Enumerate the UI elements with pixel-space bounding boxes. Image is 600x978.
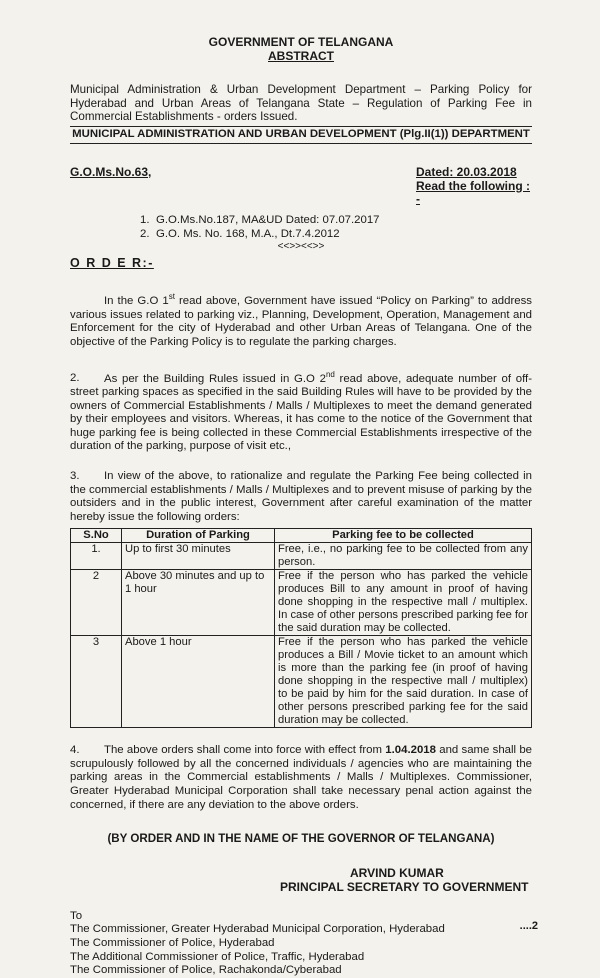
header-duration: Duration of Parking [122,529,275,543]
row-duration: Above 1 hour [122,636,275,728]
row-fee: Free if the person who has parked the vehicle produces a Bill / Movie ticket to an amount which is more than the parking fee (in proof of having done shopping in the respective mall / multiplex) to be paid by him for the said duration. In case of other persons prescribed parking fee for the said duration may be collected. [275,636,532,728]
row-fee: Free if the person who has parked the vehicle produces Bill to any amount in proof of having done shopping in the respective mall / multiplex. In case of other persons prescribed parking fee for the said duration may be collected. [275,570,532,636]
recipient-item: The Commissioner of Police, Rachakonda/Cyberabad [70,964,342,977]
signatory-name: ARVIND KUMAR [350,865,444,880]
department-line: MUNICIPAL ADMINISTRATION AND URBAN DEVELOPMENT (Plg.II(1)) DEPARTMENT [70,126,532,144]
subject-text: Municipal Administration & Urban Development Department – Parking Policy for Hyderabad and Urban Areas of Telangana State – Regulation of Parking Fee in Commercial Establishments - orders Issued. [70,83,532,123]
read-following: Read the following : - [416,178,530,207]
dated: Dated: 20.03.2018 [416,165,517,179]
order-heading: O R D E R:- [70,255,154,270]
go-number-row [70,166,532,207]
recipient-item: The Commissioner of Police, Hyderabad [70,937,275,950]
row-fee: Free, i.e., no parking fee to be collected from any person. [275,543,532,570]
paragraph-2: 2. As per the Building Rules issued in G.O 2nd read above, adequate number of off-street parking spaces as specified in the said Building Rules will have to be provided by the owners of Commercial Establishments / Malls / Multiplexes to meet the demand generated by their employees and visitors. Whereas, it has come to the notice of the Government that huge parking fee is being collected in these Commercial Establishments irrespective of the duration of the parking, purpose of visit etc., [70,369,532,453]
effective-date: 1.04.2018 [385,744,436,757]
row-sno: 1. [71,543,122,570]
row-sno: 3 [71,636,122,728]
paragraph-3: 3. In view of the above, to rationalize and regulate the Parking Fee being collected in the commercial establishments / Malls / Multiplexes and to prevent misuse of parking by the outsiders and in the public interest, Government after careful examination of the matter hereby issue the following orders: [70,469,532,523]
header-fee: Parking fee to be collected [275,529,532,543]
recipient-item: The Additional Commissioner of Police, Traffic, Hyderabad [70,950,365,963]
government-title: GOVERNMENT OF TELANGANA [208,35,394,49]
recipient-item: The Commissioner, Greater Hyderabad Municipal Corporation, Hyderabad [70,923,445,936]
go-number: G.O.Ms.No.63, [70,165,152,179]
abstract-title: ABSTRACT [268,48,334,63]
reference-item: 1. G.O.Ms.No.187, MA&UD Dated: 07.07.2017 [140,213,380,226]
separator: <<>><<>> [277,240,325,252]
page-marker: ....2 [519,920,538,932]
signature-block [280,866,532,894]
row-sno: 2 [71,570,122,636]
reference-item: 2. G.O. Ms. No. 168, M.A., Dt.7.4.2012 [140,227,340,240]
to-label: To [70,909,83,922]
signatory-title: PRINCIPAL SECRETARY TO GOVERNMENT [280,879,529,894]
header-sno: S.No [71,529,122,543]
table-header-row [71,529,532,543]
row-duration: Above 30 minutes and up to 1 hour [122,570,275,636]
paragraph-4: 4. The above orders shall come into force with effect from 1.04.2018 and same shall be scrupulously followed by all the concerned individuals / agencies who are maintaining the parking areas in the Commercial establishments / Malls / Multiplexes. Commissioner, Greater Hyderabad Municipal Corporation shall take necessary penal action against the concerned, if there are any deviation to the above orders. [70,744,532,811]
by-order-line: (BY ORDER AND IN THE NAME OF THE GOVERNOR OF TELANGANA) [107,832,495,846]
table-row [71,543,532,570]
table-row [71,636,532,728]
paragraph-1: In the G.O 1st read above, Government have issued “Policy on Parking” to address various issues related to parking viz., Planning, Development, Operation, Management and Enforcement for the city of Hyderabad and other Urban Areas of Telangana. One of the objective of the Parking Policy is to regulate the parking charges. [70,292,532,348]
parking-fee-table [70,528,532,728]
date-block [416,166,532,207]
table-row [71,570,532,636]
recipients-block [70,910,532,978]
references-list [140,213,532,241]
row-duration: Up to first 30 minutes [122,543,275,570]
